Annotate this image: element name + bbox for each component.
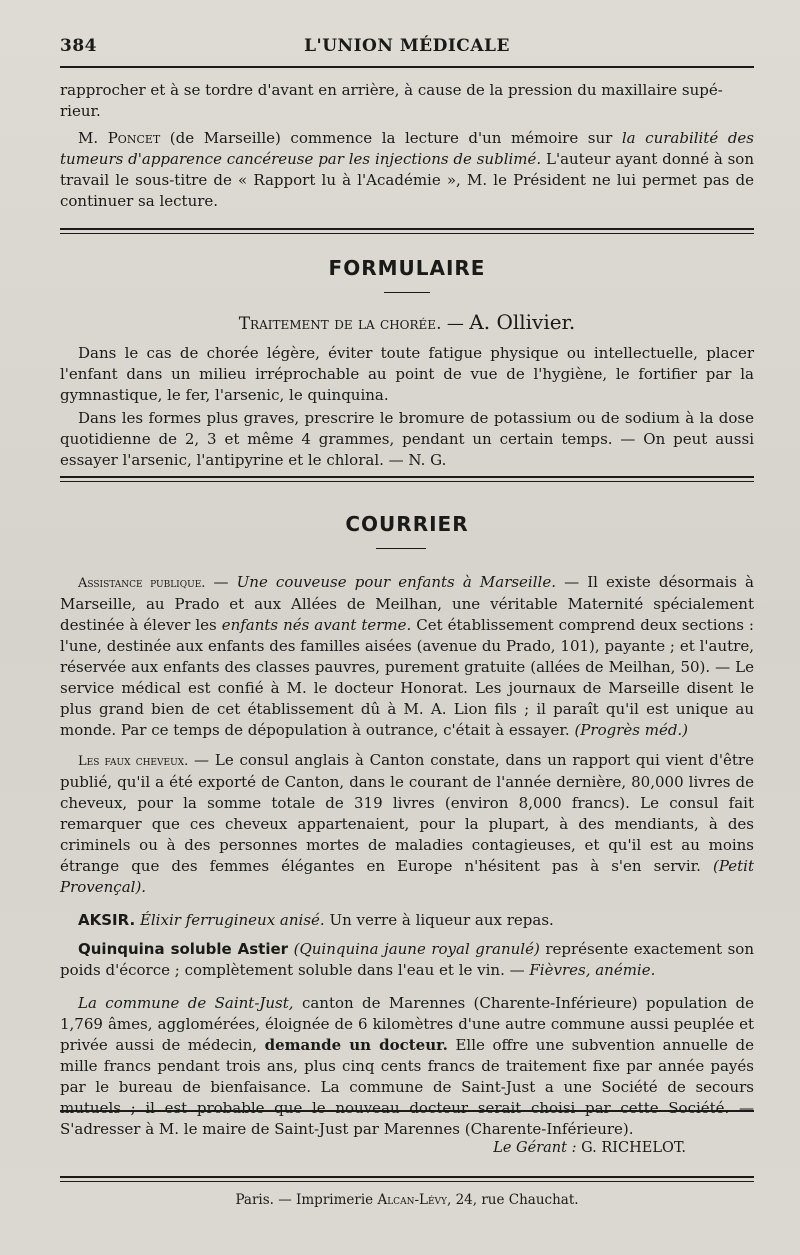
poncet-name: Poncet: [107, 129, 161, 147]
header-rule: [60, 66, 754, 68]
couveuse-dash: —: [205, 573, 237, 591]
gerant-label: Le Gérant :: [493, 1140, 577, 1156]
quinquina-tail: Fièvres, anémie.: [529, 961, 656, 979]
intro-section: [60, 80, 754, 212]
footer-rule-2b: [60, 1181, 754, 1182]
ad-aksir: [60, 910, 754, 931]
imprint-city: Paris. — Imprimerie: [235, 1192, 378, 1208]
formulaire-subtitle-text: Traitement de la chorée.: [238, 314, 442, 334]
cheveux-label: Les faux cheveux.: [78, 754, 189, 769]
aksir-italic: Élixir ferrugineux anisé.: [139, 911, 325, 929]
poncet-text: (de Marseille) commence la lecture d'un mémoire sur: [160, 129, 622, 147]
formulaire-para-2: Dans les formes plus graves, prescrire le bromure de potassium ou de sodium à la dose quotidienne de 2, 3 et même 4 grammes, pendant un certain temps. — On peut aussi essayer l'arsenic, l'antipyrine et le chloral. — N. G.: [60, 409, 754, 469]
imprint-address: , 24, rue Chauchat.: [446, 1192, 579, 1208]
imprint-line: [60, 1192, 754, 1208]
quinquina-text: représente exactement son poids d'écorce ; complètement soluble dans l'eau et le vin. —: [60, 940, 754, 979]
footer-rule-2: [60, 1176, 754, 1178]
formulaire-author: A. Ollivier.: [469, 310, 576, 334]
couveuse-label: Assistance publique.: [78, 576, 206, 591]
aksir-name: AKSIR.: [78, 911, 136, 929]
courrier-item-couveuse: [60, 572, 754, 741]
imprint-name: Alcan-Lévy: [377, 1192, 447, 1208]
couveuse-title: Une couveuse pour enfants à Marseille.: [236, 573, 556, 591]
page-header: [60, 32, 754, 60]
courrier-item-cheveux: [60, 750, 754, 898]
couveuse-source: (Progrès méd.): [574, 721, 689, 739]
courrier-heading: COURRIER: [345, 512, 469, 536]
cheveux-text: — Le consul anglais à Canton constate, dans un rapport qui vient d'être publié, qu'il a été exporté de Canton, dans le courant de l'année dernière, 80,000 livres de cheveux, pour la somme totale de 319 livres (environ 8,000 francs). Le consul fait remarquer que ces cheveux appartenaient, pour la plupart, à des mendiants, à des criminels ou à des personnes mortes de maladies contagieuses, et qu'il est au moins étrange que des femmes élégantes en Europe n'hésitent pas à s'en servir.: [60, 751, 754, 875]
formulaire-body: [60, 343, 754, 471]
section-rule-2: [60, 476, 754, 478]
quinquina-paren: (Quinquina jaune royal granulé): [293, 940, 540, 958]
section-rule-1: [60, 228, 754, 230]
formulaire-dash: —: [441, 314, 470, 334]
saint-just-intro: La commune de Saint-Just,: [78, 994, 294, 1012]
saint-just-text-b: Elle offre une subvention annuelle de mille francs pendant trois ans, plus cinq cents francs de traitement fixe par année payés par le bureau de bienfaisance. La commune de Saint-Just a une Société de secours mutuels ; il est probable que le nouveau docteur serait choisi par cette Société. — S'adresser à M. le maire de Saint-Just par Marennes (Charente-Inférieure).: [60, 1036, 754, 1138]
gerant-name: G. RICHELOT.: [576, 1140, 686, 1156]
couveuse-text-b: Cet établissement comprend deux sections : l'une, destinée aux enfants des familles aisées (avenue du Prado, 101), payante ; et l'autre, réservée aux enfants des classes pauvres, purement gratuite (allées de Meilhan, 50). — Le service médical est confié à M. le docteur Honorat. Les journaux de Marseille disent le plus grand bien de cet établissement dû à M. A. Lion fils ; il paraît qu'il est unique au monde. Par ce temps de dépopulation à outrance, c'était à essayer.: [60, 616, 754, 739]
couveuse-italic: enfants nés avant terme.: [221, 616, 412, 634]
intro-line: [60, 80, 754, 122]
saint-just-demande: demande un docteur.: [264, 1036, 448, 1054]
poncet-paragraph: [60, 128, 754, 212]
quinquina-name: Quinquina soluble Astier: [78, 940, 289, 958]
page-number: 384: [60, 36, 97, 56]
aksir-text: Un verre à liqueur aux repas.: [324, 911, 554, 929]
ad-quinquina: [60, 939, 754, 981]
formulaire-para-1: Dans le cas de chorée légère, éviter toute fatigue physique ou intellectuelle, placer l'enfant dans un milieu irréprochable au point de vue de l'hygiène, le fortifier par la gymnastique, le fer, l'arsenic, le quinquina.: [60, 344, 754, 404]
formulaire-underline: [384, 292, 430, 293]
intro-line-1: rapprocher et à se tordre d'avant en arrière, à cause de la pression du maxillaire supé-: [60, 81, 723, 99]
saint-just-notice: [60, 993, 754, 1140]
poncet-rest: L'auteur ayant donné à son travail le sous-titre de « Rapport lu à l'Académie », M. le Président ne lui permet pas de continuer sa lecture.: [60, 150, 754, 210]
poncet-title: la curabilité des tumeurs d'apparence cancéreuse par les injections de sublimé.: [60, 129, 755, 168]
formulaire-heading: FORMULAIRE: [328, 256, 486, 280]
journal-title: L'UNION MÉDICALE: [304, 36, 510, 56]
cheveux-source: (Petit Provençal).: [60, 857, 754, 896]
poncet-initial: M.: [78, 129, 108, 147]
formulaire-subtitle: [60, 310, 754, 334]
saint-just-text-a: canton de Marennes (Charente-Inférieure) population de 1,769 âmes, agglomérées, éloignée de 6 kilomètres d'une autre commune aussi peuplée et privée aussi de médecin,: [60, 994, 754, 1054]
couveuse-text-a: — Il existe désormais à Marseille, au Prado et aux Allées de Meilhan, une véritable Maternité spécialement destinée à élever les: [60, 573, 754, 634]
footer-rule-1: [60, 1110, 754, 1112]
section-rule-1b: [60, 233, 754, 234]
section-rule-2b: [60, 481, 754, 482]
gerant-signature: [60, 1140, 686, 1156]
courrier-body: [60, 572, 754, 1140]
intro-line-2: rieur.: [60, 102, 101, 120]
courrier-underline: [376, 548, 426, 549]
